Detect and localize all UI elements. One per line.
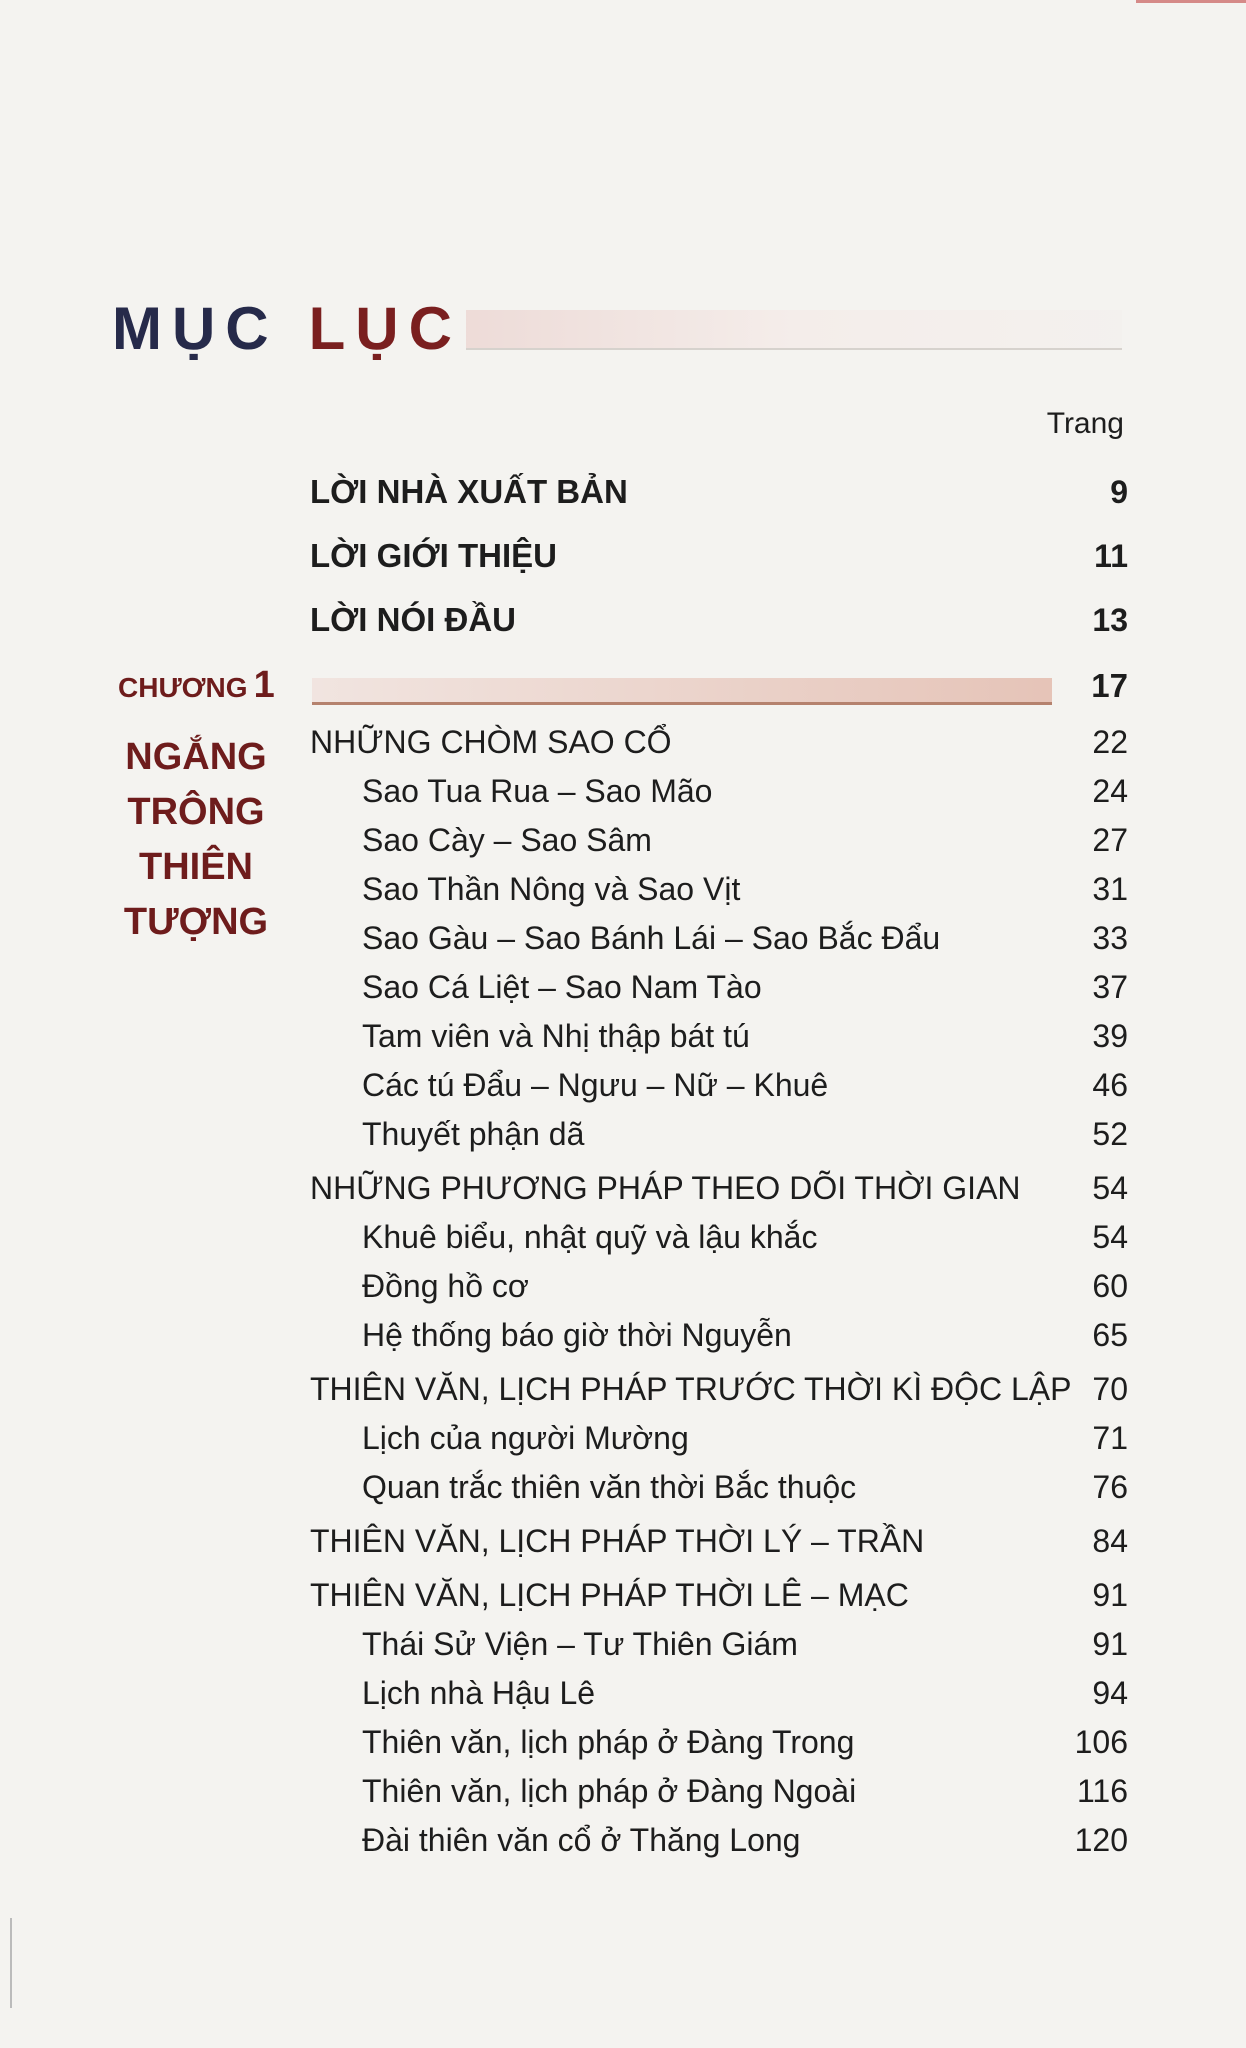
toc-page-number: 91 — [1092, 1626, 1128, 1662]
toc-page-number: 33 — [1092, 920, 1128, 956]
toc-entry-row — [0, 1816, 1246, 1864]
title-word-2: LỤC — [308, 295, 462, 362]
toc-page-number: 71 — [1092, 1420, 1128, 1456]
toc-entry-label: Khuê biểu, nhật quỹ và lậu khắc — [362, 1219, 818, 1255]
toc-page-number: 60 — [1092, 1268, 1128, 1304]
chapter-page-number: 17 — [1091, 667, 1128, 704]
toc-page-number: 65 — [1092, 1317, 1128, 1353]
toc-entry-label: Lịch nhà Hậu Lê — [362, 1675, 596, 1711]
toc-page-number: 54 — [1092, 1170, 1128, 1206]
toc-entry-label: Đồng hồ cơ — [362, 1268, 529, 1304]
toc-page-number: 9 — [1110, 474, 1128, 510]
chapter-number: 1 — [253, 664, 275, 706]
toc-entry-row — [0, 1620, 1246, 1668]
toc-front-row — [0, 596, 1246, 644]
toc-page-number: 84 — [1092, 1523, 1128, 1559]
chapter-title-line: TRÔNG — [127, 791, 265, 833]
toc-page-number: 24 — [1092, 773, 1128, 809]
toc-entry-row — [0, 1669, 1246, 1717]
toc-entry-label: Thuyết phận dã — [362, 1116, 585, 1152]
chapter-title-line: THIÊN — [139, 846, 253, 888]
toc-page-number: 39 — [1092, 1018, 1128, 1054]
toc-entry-label: Sao Tua Rua – Sao Mão — [362, 773, 713, 809]
chapter-title-line: NGẮNG — [125, 736, 267, 778]
toc-page-number: 22 — [1092, 724, 1128, 760]
toc-entry-label: Sao Cày – Sao Sâm — [362, 822, 652, 858]
toc-entry-row — [0, 1012, 1246, 1060]
toc-page-number: 46 — [1092, 1067, 1128, 1103]
toc-entry-label: Sao Gàu – Sao Bánh Lái – Sao Bắc Đẩu — [362, 920, 941, 956]
toc-entry-row — [0, 1463, 1246, 1511]
toc-entry-label: Tam viên và Nhị thập bát tú — [362, 1018, 750, 1054]
chapter-decoration-bar — [312, 678, 1052, 705]
page-title — [112, 284, 462, 374]
toc-page-number: 11 — [1094, 538, 1128, 574]
toc-page-number: 76 — [1092, 1469, 1128, 1505]
toc-page-number: 120 — [1074, 1822, 1128, 1858]
toc-page-number: 13 — [1092, 602, 1128, 638]
toc-entry-label: Các tú Đẩu – Ngưu – Nữ – Khuê — [362, 1067, 829, 1103]
toc-section-row — [0, 1365, 1246, 1413]
toc-page-number: 31 — [1092, 871, 1128, 907]
toc-entry-label: Thái Sử Viện – Tư Thiên Giám — [362, 1626, 798, 1662]
toc-front-row — [0, 468, 1246, 516]
toc-entry-label: Hệ thống báo giờ thời Nguyễn — [362, 1317, 792, 1353]
toc-entry-row — [0, 1718, 1246, 1766]
toc-entry-row — [0, 1414, 1246, 1462]
chapter-title-line: TƯỢNG — [123, 901, 269, 943]
page-edge-line — [1136, 0, 1246, 3]
toc-entry-label: Quan trắc thiên văn thời Bắc thuộc — [362, 1469, 857, 1505]
toc-entry-label: Sao Cá Liệt – Sao Nam Tào — [362, 969, 762, 1005]
toc-page-number: 116 — [1076, 1773, 1128, 1809]
chapter-word: CHƯƠNG — [118, 672, 248, 703]
chapter-label — [118, 660, 275, 713]
toc-section-row — [0, 1164, 1246, 1212]
toc-entry-row — [0, 1767, 1246, 1815]
toc-section-row — [0, 1571, 1246, 1619]
toc-entry-row — [0, 1311, 1246, 1359]
toc-front-label: LỜI GIỚI THIỆU — [310, 537, 557, 574]
page-column-header: Trang — [1046, 407, 1124, 440]
toc-page-number: 106 — [1074, 1724, 1128, 1760]
binding-shadow — [10, 1918, 12, 2008]
toc-entry-row — [0, 1213, 1246, 1261]
toc-section-label: NHỮNG CHÒM SAO CỔ — [310, 724, 672, 760]
toc-entry-row — [0, 1262, 1246, 1310]
toc-entry-label: Đài thiên văn cổ ở Thăng Long — [362, 1822, 801, 1858]
toc-entry-row — [0, 963, 1246, 1011]
toc-entry-label: Thiên văn, lịch pháp ở Đàng Ngoài — [362, 1773, 857, 1809]
toc-entry-label: Sao Thần Nông và Sao Vịt — [362, 871, 741, 907]
toc-entry-row — [0, 1061, 1246, 1109]
toc-front-label: LỜI NÓI ĐẦU — [310, 601, 516, 638]
toc-section-label: NHỮNG PHƯƠNG PHÁP THEO DÕI THỜI GIAN — [310, 1170, 1021, 1206]
toc-page-number: 54 — [1092, 1219, 1128, 1255]
toc-page-number: 91 — [1092, 1577, 1128, 1613]
chapter-title — [112, 730, 280, 950]
toc-page-number: 70 — [1092, 1371, 1128, 1407]
toc-page-number: 94 — [1092, 1675, 1128, 1711]
toc-page-number: 37 — [1092, 969, 1128, 1005]
toc-section-label: THIÊN VĂN, LỊCH PHÁP TRƯỚC THỜI KÌ ĐỘC LẬP — [310, 1371, 1072, 1407]
toc-front-label: LỜI NHÀ XUẤT BẢN — [310, 473, 628, 510]
toc-entry-label: Lịch của người Mường — [362, 1420, 689, 1456]
toc-section-label: THIÊN VĂN, LỊCH PHÁP THỜI LÊ – MẠC — [310, 1577, 909, 1613]
toc-section-row — [0, 1517, 1246, 1565]
toc-front-row — [0, 532, 1246, 580]
toc-entry-label: Thiên văn, lịch pháp ở Đàng Trong — [362, 1724, 855, 1760]
toc-entry-row — [0, 1110, 1246, 1158]
toc-page-number: 27 — [1092, 822, 1128, 858]
title-word-1: MỤC — [112, 295, 279, 362]
toc-page-number: 52 — [1092, 1116, 1128, 1152]
toc-section-label: THIÊN VĂN, LỊCH PHÁP THỜI LÝ – TRẦN — [310, 1523, 925, 1559]
title-decoration-bar — [466, 310, 1122, 350]
